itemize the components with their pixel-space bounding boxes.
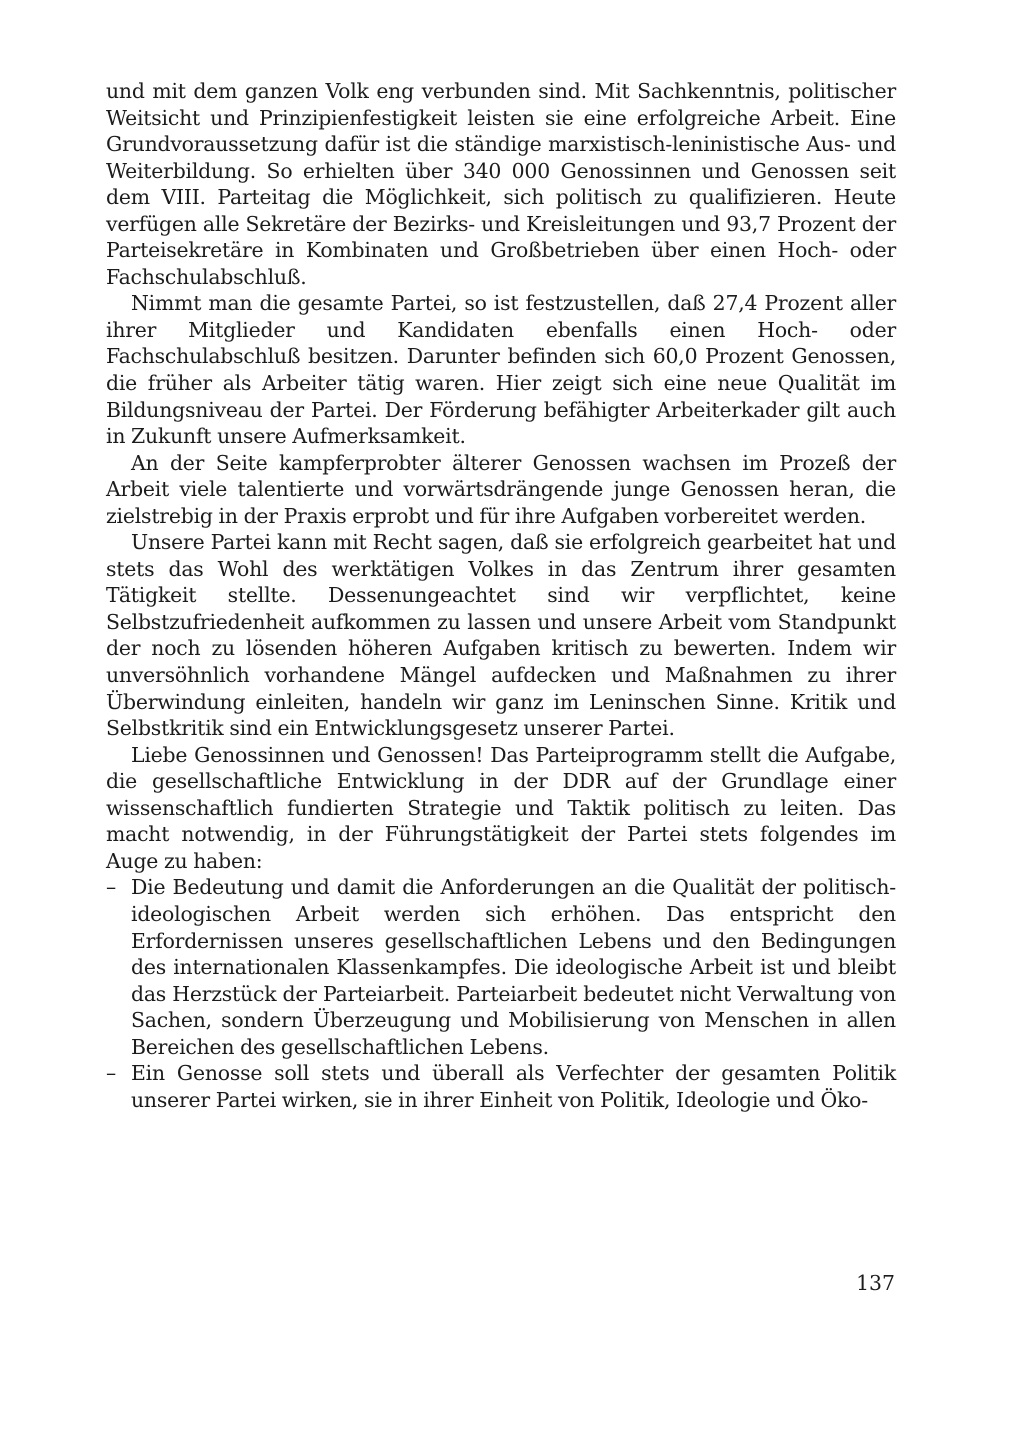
list-item-text: Die Bedeutung und damit die Anforderungen an die Qualität der politisch-ideologischen Arbeit werden sich erhöhen. Das entspricht den Erfordernissen unseres gesellschaftlichen Lebens und den Bedingungen des internationalen Klassenkampfes. Die ideologische Arbeit ist und bleibt das Herzstück der Parteiarbeit. Parteiarbeit bedeutet nicht Verwaltung von Sachen, sondern Überzeugung und Mobilisierung von Menschen in allen Bereichen des gesellschaftlichen Lebens. — [131, 875, 896, 1059]
body-text — [106, 78, 896, 1113]
list-item-comrade-role — [106, 1060, 896, 1113]
list-dash: – — [106, 875, 116, 900]
page-number: 137 — [856, 1271, 895, 1295]
paragraph-criticism: Unsere Partei kann mit Recht sagen, daß sie erfolgreich gearbeitet hat und stets das Wohl des werktätigen Volkes in das Zentrum ihrer gesamten Tätigkeit stellte. Dessenungeachtet sind wir verpflichtet, keine Selbstzufriedenheit aufkommen zu lassen und unsere Arbeit vom Standpunkt der noch zu lösenden höheren Aufgaben kritisch zu bewerten. Indem wir unversöhnlich vorhandene Mängel aufdecken und Maßnahmen zu ihrer Überwindung einleiten, handeln wir ganz im Leninschen Sinne. Kritik und Selbstkritik sind ein Entwicklungsgesetz unserer Partei. — [106, 530, 896, 741]
list-dash: – — [106, 1061, 116, 1086]
paragraph-young-comrades: An der Seite kampferprobter älterer Genossen wachsen im Prozeß der Arbeit viele talentierte und vorwärtsdrängende junge Genossen heran, die zielstrebig in der Praxis erprobt und für ihre Aufgaben vorbereitet werden. — [106, 450, 896, 528]
list-item-text: Ein Genosse soll stets und überall als Verfechter der gesamten Politik unserer Partei wirken, sie in ihrer Einheit von Politik, Ideologie und Öko- — [131, 1061, 896, 1112]
paragraph-education-statistics: Nimmt man die gesamte Partei, so ist festzustellen, daß 27,4 Prozent aller ihrer Mitglieder und Kandidaten ebenfalls einen Hoch- oder Fachschulabschluß besitzen. Darunter befinden sich 60,0 Prozent Genossen, die früher als Arbeiter tätig waren. Hier zeigt sich eine neue Qualität im Bildungsniveau der Partei. Der Förderung befähigter Arbeiterkader gilt auch in Zukunft unsere Aufmerksamkeit. — [106, 291, 896, 449]
list-item-ideological-work — [106, 874, 896, 1060]
paragraph-continuation: und mit dem ganzen Volk eng verbunden sind. Mit Sachkenntnis, politischer Weitsicht und Prinzipienfestigkeit leisten sie eine erfolgreiche Arbeit. Eine Grundvoraussetzung dafür ist die ständige marxistisch-leninistische Aus- und Weiterbildung. So erhielten über 340 000 Genossinnen und Genossen seit dem VIII. Parteitag die Möglichkeit, sich politisch zu qualifizieren. Heute verfügen alle Sekretäre der Bezirks- und Kreisleitungen und 93,7 Prozent der Parteisekretäre in Kombinaten und Großbetrieben über einen Hoch- oder Fachschulabschluß. — [106, 79, 896, 289]
paragraph-party-program: Liebe Genossinnen und Genossen! Das Parteiprogramm stellt die Aufgabe, die gesellschaftliche Entwicklung in der DDR auf der Grundlage einer wissenschaftlich fundierten Strategie und Taktik politisch zu leiten. Das macht notwendig, in der Führungstätigkeit der Partei stets folgendes im Auge zu haben: — [106, 742, 896, 873]
